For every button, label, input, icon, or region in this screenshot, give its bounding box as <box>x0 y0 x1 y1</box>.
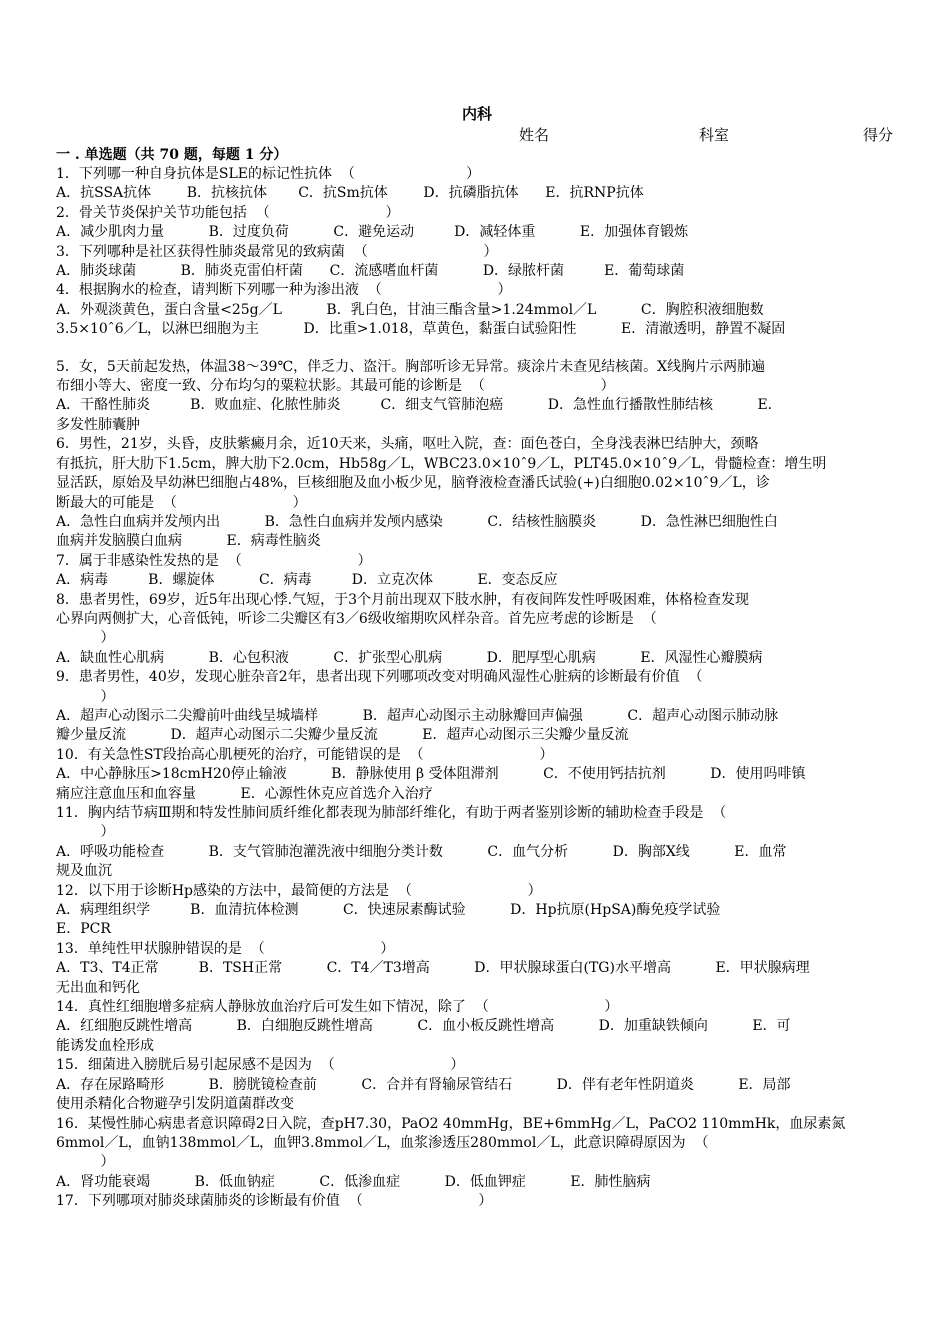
question-block-1 <box>56 165 898 340</box>
text-line: 断最大的可能是 （ ） <box>56 494 307 511</box>
text-line: 有抵抗，肝大肋下1.5cm，脾大肋下2.0cm，Hb58g／L，WBC23.0×10ˆ9／L，PLT45.0×10ˆ9／L，骨髓检查：增生明 <box>56 455 827 472</box>
text-line: A．病理组织学 B．血清抗体检测 C．快速尿素酶试验 D．Hp抗原(HpSA)酶免疫学试验 <box>56 902 721 919</box>
text-line: 10．有关急性ST段抬高心肌梗死的治疗，可能错误的是 （ ） <box>56 746 554 763</box>
score-label: 得分 <box>863 126 894 144</box>
exam-page <box>56 104 898 1212</box>
text-line: ） <box>56 630 115 647</box>
text-line: A．抗SSA抗体 B．抗核抗体 C．抗Sm抗体 D．抗磷脂抗体 E．抗RNP抗体 <box>56 185 644 202</box>
text-line: 12．以下用于诊断Hp感染的方法中，最简便的方法是 （ ） <box>56 882 542 899</box>
text-line: A．中心静脉压>18cmH20停止输液 B．静脉使用 β 受体阻滞剂 C．不使用钙拮抗剂 D．使用吗啡镇 <box>56 766 806 783</box>
text-line: A．病毒 B．螺旋体 C．病毒 D．立克次体 E．变态反应 <box>56 572 558 589</box>
text-line: 17．下列哪项对肺炎球菌肺炎的诊断最有价值 （ ） <box>56 1193 493 1210</box>
text-line: 瓣少量反流 D．超声心动图示二尖瓣少量反流 E．超声心动图示三尖瓣少量反流 <box>56 727 629 744</box>
text-line: A．缺血性心肌病 B．心包积液 C．扩张型心肌病 D．肥厚型心肌病 E．风湿性心瓣膜病 <box>56 649 763 666</box>
text-line: 5．女，5天前起发热，体温38～39℃，伴乏力、盗汗。胸部听诊无异常。痰涂片未查见结核菌。X线胸片示两肺遍 <box>56 358 766 375</box>
text-line: A．存在尿路畸形 B．膀胱镜检查前 C．合并有肾输尿管结石 D．伴有老年性阴道炎 E．局部 <box>56 1076 791 1093</box>
text-line: 无出血和钙化 <box>56 979 140 996</box>
text-line: 4．根据胸水的检查，请判断下列哪一种为渗出液 （ ） <box>56 282 512 299</box>
text-line: 2．骨关节炎保护关节功能包括 （ ） <box>56 204 400 221</box>
text-line: 显活跃，原始及早幼淋巴细胞占48%，巨核细胞及血小板少见，脑脊液检查潘氏试验(+)白细胞0.02×10ˆ9／L，诊 <box>56 475 770 492</box>
text-line: ） <box>56 824 115 841</box>
text-line: A．红细胞反跳性增高 B．白细胞反跳性增高 C．血小板反跳性增高 D．加重缺铁倾向 E．可 <box>56 1018 791 1035</box>
text-line: 规及血沉 <box>56 863 112 880</box>
text-line: 心界向两侧扩大，心音低钝，听诊二尖瓣区有3／6级收缩期吹风样杂音。首先应考虑的诊断是 （ <box>56 610 657 627</box>
text-line: A．肺炎球菌 B．肺炎克雷伯杆菌 C．流感嗜血杆菌 D．绿脓杆菌 E．葡萄球菌 <box>56 263 685 280</box>
text-line: A．干酪性肺炎 B．败血症、化脓性肺炎 C．细支气管肺泡癌 D．急性血行播散性肺结核 E． <box>56 397 782 414</box>
text-line: E．PCR <box>56 921 111 938</box>
text-line: A．肾功能衰竭 B．低血钠症 C．低渗血症 D．低血钾症 E．肺性脑病 <box>56 1173 651 1190</box>
text-line: A．T3、T4正常 B．TSH正常 C．T4／T3增高 D．甲状腺球蛋白(TG)水平增高 E．甲状腺病理 <box>56 960 810 977</box>
text-line: 6mmol／L，血钠138mmol／L，血钾3.8mmol／L，血浆渗透压280mmol／L，此意识障碍原因为 （ <box>56 1134 709 1151</box>
spacer <box>56 340 898 358</box>
text-line: 多发性肺囊肿 <box>56 416 140 433</box>
section-heading: 一 . 单选题（共 70 题，每题 1 分） <box>56 147 288 163</box>
text-line: 14．真性红细胞增多症病人静脉放血治疗后可发生如下情况，除了 （ ） <box>56 999 619 1016</box>
text-line: 11．胸内结节病Ⅲ期和特发性肺间质纤维化都表现为肺部纤维化，有助于两者鉴别诊断的辅助检查手段是 （ <box>56 805 727 821</box>
text-line: 使用杀精化合物避孕引发阴道菌群改变 <box>56 1096 294 1113</box>
text-line: A．呼吸功能检查 B．支气管肺泡灌洗液中细胞分类计数 C．血气分析 D．胸部X线 E．血常 <box>56 843 787 860</box>
text-line: 能诱发血栓形成 <box>56 1037 154 1054</box>
text-line: ） <box>56 1154 115 1171</box>
text-line: 布细小等大、密度一致、分布均匀的粟粒状影。其最可能的诊断是 （ ） <box>56 378 615 395</box>
text-line: 16．某慢性肺心病患者意识障碍2日入院，查pH7.30，PaO2 40mmHg，BE+6mmHg／L，PaCO2 110mmHk，血尿素氮 <box>56 1115 846 1132</box>
header-fields <box>56 124 898 146</box>
text-line: 痛应注意血压和血容量 E．心源性休克应首选介入治疗 <box>56 785 433 802</box>
text-line: A．外观淡黄色，蛋白含量<25g／L B．乳白色，甘油三酯含量>1.24mmol／L C．胸腔积液细胞数 <box>56 301 764 318</box>
text-line: 13．单纯性甲状腺肿错误的是 （ ） <box>56 940 395 957</box>
text-line: A．急性白血病并发颅内出 B．急性白血病并发颅内感染 C．结核性脑膜炎 D．急性淋巴细胞性白 <box>56 513 778 530</box>
text-line: 3．下列哪种是社区获得性肺炎最常见的致病菌 （ ） <box>56 243 498 260</box>
text-line: A．减少肌肉力量 B．过度负荷 C．避免运动 D．减轻体重 E．加强体育锻炼 <box>56 224 689 241</box>
text-line: ） <box>56 688 115 705</box>
question-block-2 <box>56 358 898 1212</box>
text-line: 6．男性，21岁，头昏，皮肤紫癜月余，近10天来，头痛，呕吐入院，查：面色苍白，全身浅表淋巴结肿大，颈略 <box>56 436 759 453</box>
text-line: 3.5×10ˆ6／L，以淋巴细胞为主 D．比重>1.018，草黄色，黏蛋白试验阳性 E．清澈透明，静置不凝固 <box>56 321 786 338</box>
text-line: 7．属于非感染性发热的是 （ ） <box>56 552 372 569</box>
text-line: 1．下列哪一种自身抗体是SLE的标记性抗体 （ ） <box>56 166 481 182</box>
text-line: A．超声心动图示二尖瓣前叶曲线呈城墙样 B．超声心动图示主动脉瓣回声偏强 C．超声心动图示肺动脉 <box>56 707 779 724</box>
text-line: 8．患者男性，69岁，近5年出现心悸.气短，于3个月前出现双下肢水肿，有夜间阵发性呼吸困难，体格检查发现 <box>56 591 749 608</box>
name-label: 姓名 <box>519 126 550 144</box>
page-title: 内科 <box>461 105 492 123</box>
text-line: 血病并发脑膜白血病 E．病毒性脑炎 <box>56 533 321 550</box>
dept-label: 科室 <box>699 126 730 144</box>
text-line: 15．细菌进入膀胱后易引起尿感不是因为 （ ） <box>56 1057 465 1074</box>
text-line: 9．患者男性，40岁，发现心脏杂音2年，患者出现下列哪项改变对明确风湿性心脏病的诊断最有价值 （ <box>56 669 703 686</box>
